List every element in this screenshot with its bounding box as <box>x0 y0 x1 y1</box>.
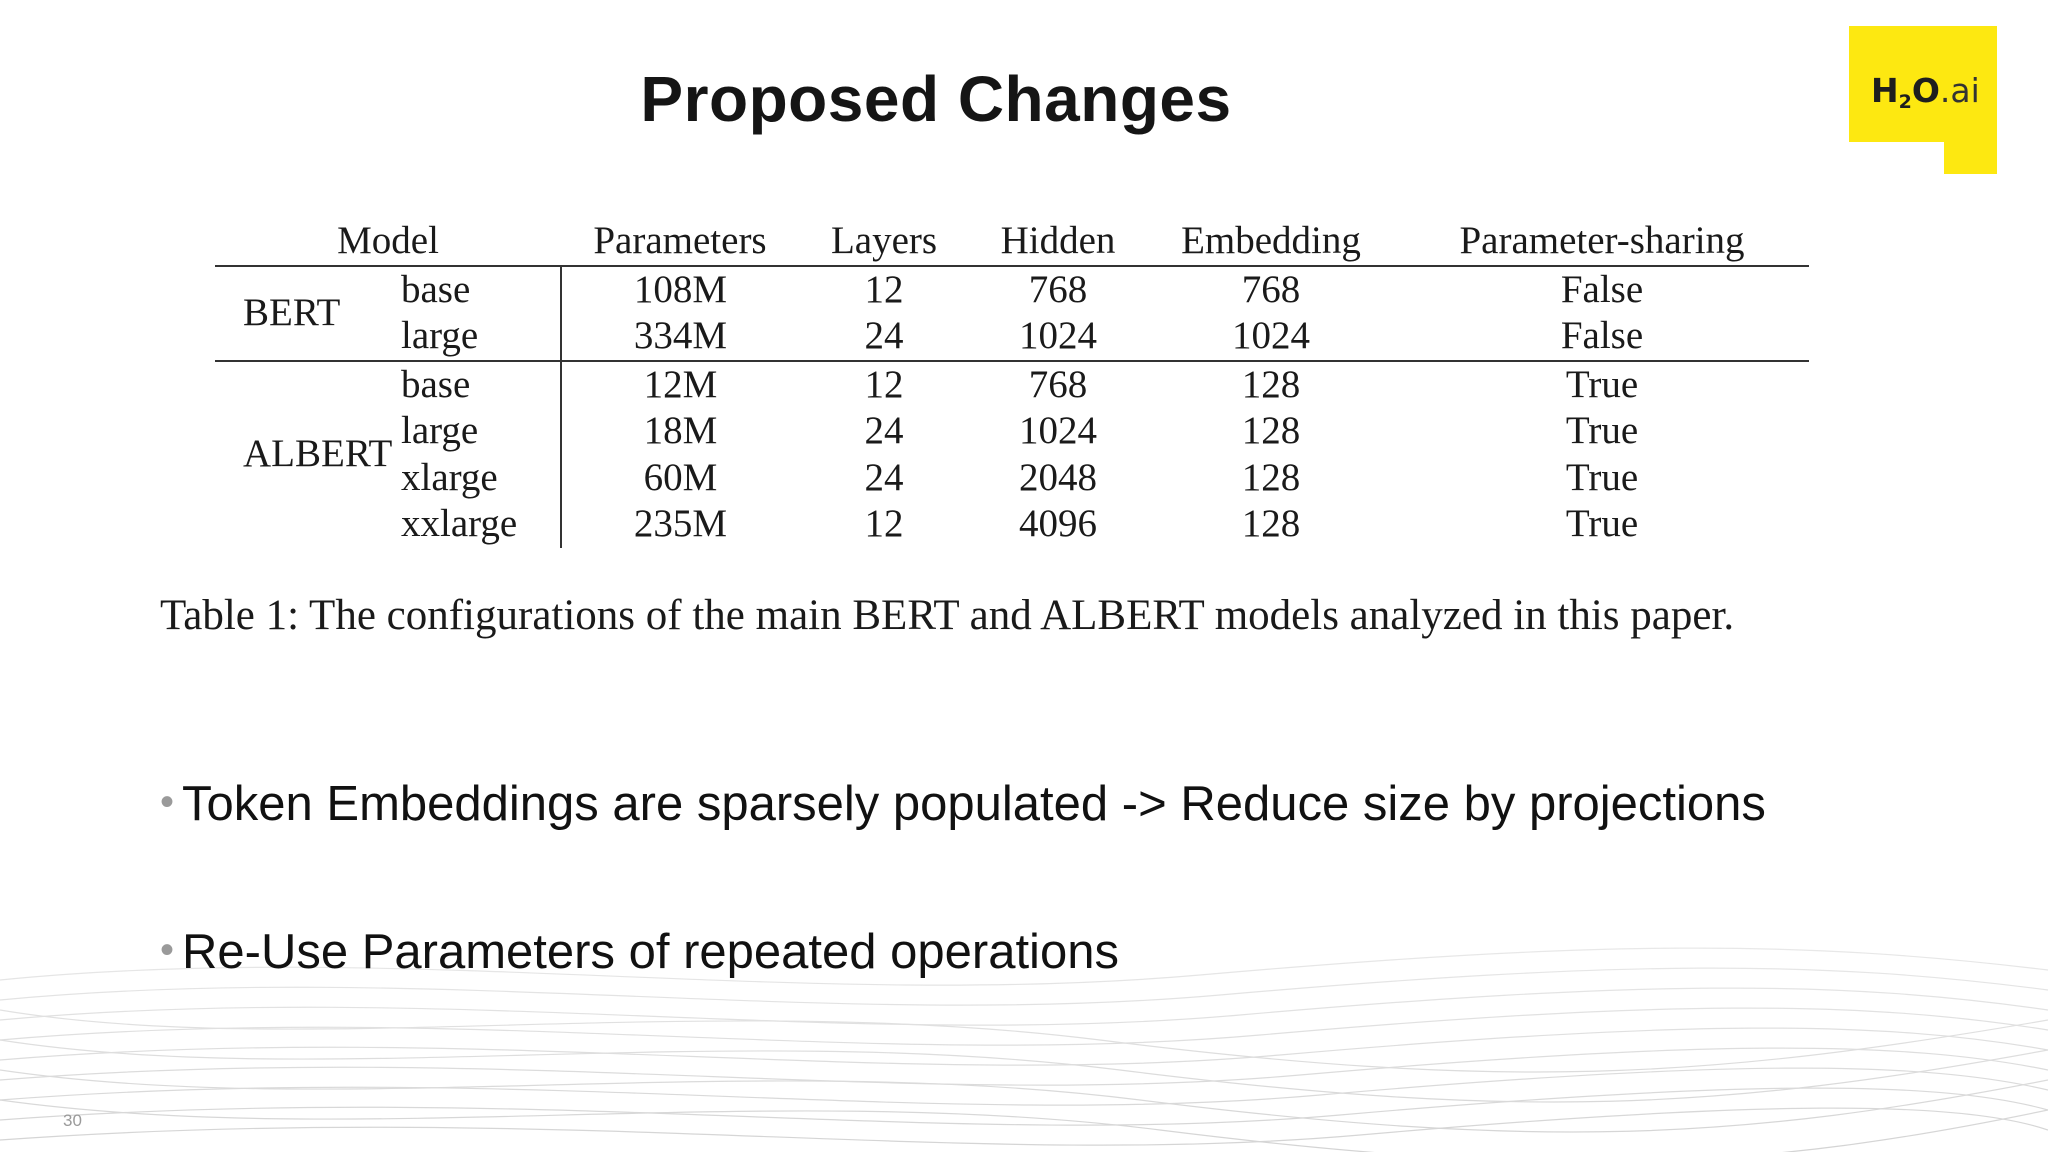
sharing-cell: False <box>1560 267 1644 311</box>
sharing-cell: True <box>1565 362 1639 406</box>
embedding-cell: 128 <box>1241 409 1301 452</box>
page-number: 30 <box>63 1111 82 1130</box>
layers-cell: 12 <box>864 502 904 545</box>
variant-cell: large <box>393 408 561 455</box>
model-name-albert: ALBERT <box>243 432 393 476</box>
hidden-cell: 768 <box>1028 267 1088 311</box>
layers-cell: 12 <box>864 362 904 406</box>
parameters-cell: 60M <box>643 455 718 499</box>
logo-text <box>1871 71 1980 113</box>
bullet-item <box>160 924 1766 1072</box>
model-name-bert: BERT <box>243 290 341 334</box>
table-row <box>215 501 1809 548</box>
embedding-cell: 768 <box>1241 267 1301 311</box>
bullet-dot-icon: • <box>160 780 175 824</box>
hidden-cell: 4096 <box>1019 502 1097 545</box>
sharing-cell: True <box>1565 502 1639 545</box>
bullet-list <box>160 776 1766 1072</box>
hidden-cell: 1024 <box>1019 409 1097 452</box>
table-row <box>215 266 1809 314</box>
layers-cell: 12 <box>864 267 904 311</box>
variant-cell: base <box>393 266 561 314</box>
logo-subscript: 2 <box>1898 91 1912 113</box>
sharing-cell: False <box>1560 314 1644 357</box>
bullet-dot-icon: • <box>160 928 175 972</box>
table-row <box>215 361 1809 409</box>
parameters-cell: 18M <box>643 409 718 452</box>
variant-cell: xxlarge <box>393 501 561 548</box>
layers-cell: 24 <box>864 455 904 499</box>
header-hidden: Hidden <box>1000 219 1116 262</box>
variant-cell: large <box>393 313 561 361</box>
header-model: Model <box>337 219 439 262</box>
table-row <box>215 313 1809 361</box>
layers-cell: 24 <box>864 409 904 452</box>
bullet-text: Re-Use Parameters of repeated operations <box>182 925 1119 979</box>
table-caption: Table 1: The configurations of the main BERT and ALBERT models analyzed in this paper. <box>160 592 1735 639</box>
hidden-cell: 1024 <box>1019 314 1097 357</box>
slide-title: Proposed Changes <box>640 63 1232 135</box>
logo-brand-end: O <box>1911 71 1940 110</box>
parameters-cell: 334M <box>633 314 728 357</box>
parameters-cell: 235M <box>633 502 728 545</box>
table-header-row <box>215 218 1809 266</box>
bullet-text: Token Embeddings are sparsely populated -> Reduce size by projections <box>182 777 1766 831</box>
header-embedding: Embedding <box>1181 219 1361 262</box>
sharing-cell: True <box>1565 455 1639 499</box>
logo-brand: H <box>1871 71 1899 110</box>
embedding-cell: 1024 <box>1232 314 1310 357</box>
logo-suffix: .ai <box>1939 71 1980 110</box>
hidden-cell: 2048 <box>1019 455 1097 499</box>
parameters-cell: 108M <box>633 267 728 311</box>
header-parameter-sharing: Parameter-sharing <box>1459 219 1745 262</box>
model-config-table <box>215 218 1809 548</box>
header-layers: Layers <box>830 219 938 262</box>
h2o-ai-logo <box>1849 26 1997 174</box>
embedding-cell: 128 <box>1241 502 1301 545</box>
bullet-item <box>160 776 1766 924</box>
parameters-cell: 12M <box>643 362 718 406</box>
hidden-cell: 768 <box>1028 362 1088 406</box>
embedding-cell: 128 <box>1241 362 1301 406</box>
sharing-cell: True <box>1565 409 1639 452</box>
table-row <box>215 408 1809 455</box>
variant-cell: xlarge <box>393 455 561 502</box>
table-row <box>215 455 1809 502</box>
logo-tab <box>1944 136 1997 174</box>
variant-cell: base <box>393 361 561 409</box>
embedding-cell: 128 <box>1241 455 1301 499</box>
header-parameters: Parameters <box>593 219 767 262</box>
layers-cell: 24 <box>864 314 904 357</box>
